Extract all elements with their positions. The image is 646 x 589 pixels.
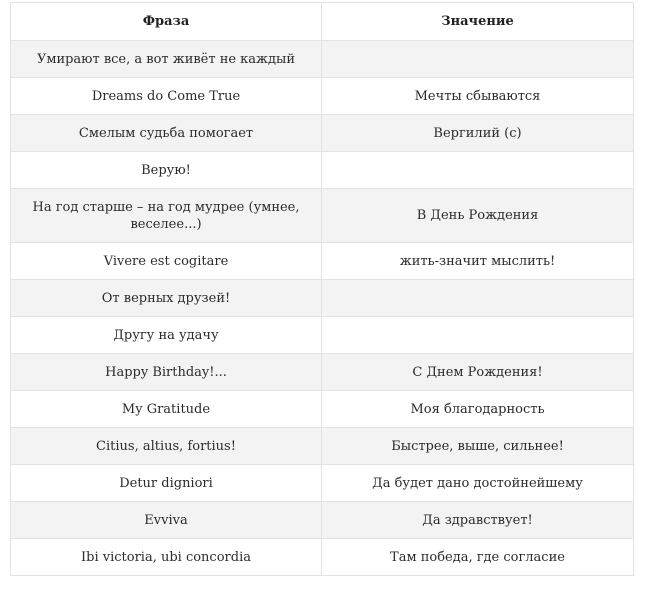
meaning-cell: Там победа, где согласие [322, 539, 634, 576]
meaning-cell [322, 152, 634, 189]
phrase-cell: Vivere est cogitare [11, 243, 322, 280]
table-header-row [11, 3, 634, 41]
table-row [11, 502, 634, 539]
phrase-cell: От верных друзей! [11, 280, 322, 317]
phrase-cell: Умирают все, а вот живёт не каждый [11, 41, 322, 78]
table-row [11, 243, 634, 280]
phrase-cell: My Gratitude [11, 391, 322, 428]
table-row [11, 78, 634, 115]
table-row [11, 317, 634, 354]
column-header-meaning: Значение [322, 3, 634, 41]
meaning-cell [322, 317, 634, 354]
table-row [11, 354, 634, 391]
phrase-cell: Другу на удачу [11, 317, 322, 354]
meaning-cell [322, 41, 634, 78]
table-row [11, 428, 634, 465]
column-header-phrase: Фраза [11, 3, 322, 41]
table-row [11, 189, 634, 243]
meaning-cell: С Днем Рождения! [322, 354, 634, 391]
meaning-cell: Моя благодарность [322, 391, 634, 428]
meaning-cell: Да будет дано достойнейшему [322, 465, 634, 502]
table-row [11, 539, 634, 576]
phrase-cell: Ibi victoria, ubi concordia [11, 539, 322, 576]
phrase-cell: Верую! [11, 152, 322, 189]
phrase-cell: Happy Birthday!... [11, 354, 322, 391]
phrase-cell: Dreams do Come True [11, 78, 322, 115]
meaning-cell: Быстрее, выше, сильнее! [322, 428, 634, 465]
meaning-cell: В День Рождения [322, 189, 634, 243]
phrase-cell: Смелым судьба помогает [11, 115, 322, 152]
meaning-cell: Вергилий (с) [322, 115, 634, 152]
table-row [11, 280, 634, 317]
phrase-cell: Detur digniori [11, 465, 322, 502]
meaning-cell: Мечты сбываются [322, 78, 634, 115]
meaning-cell: Да здравствует! [322, 502, 634, 539]
table-row [11, 115, 634, 152]
table-row [11, 41, 634, 78]
phrase-cell: Evviva [11, 502, 322, 539]
table-row [11, 391, 634, 428]
phrase-cell: Citius, altius, fortius! [11, 428, 322, 465]
phrase-cell: На год старше – на год мудрее (умнее, веселее...) [11, 189, 322, 243]
phrase-table [10, 2, 634, 576]
meaning-cell: жить-значит мыслить! [322, 243, 634, 280]
table-row [11, 152, 634, 189]
meaning-cell [322, 280, 634, 317]
table-row [11, 465, 634, 502]
